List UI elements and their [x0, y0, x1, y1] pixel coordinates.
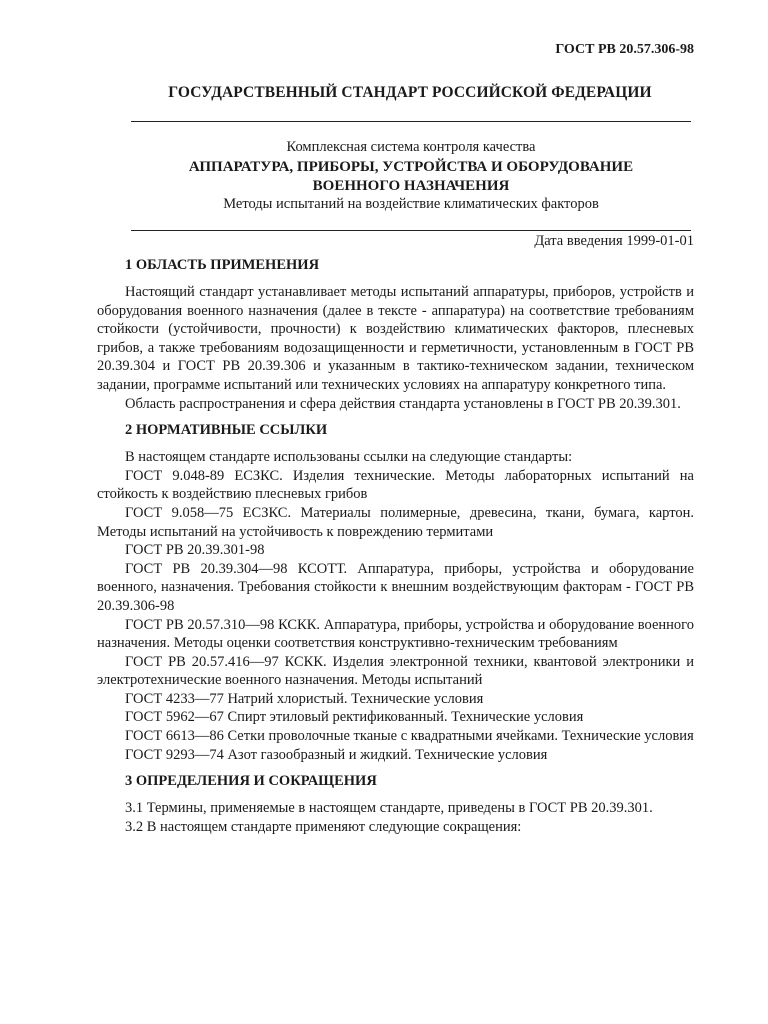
paragraph: 3.2 В настоящем стандарте применяют следующие сокращения:	[125, 818, 522, 835]
section-normative-references	[97, 421, 694, 764]
section-heading: 3 ОПРЕДЕЛЕНИЯ И СОКРАЩЕНИЯ	[125, 773, 377, 790]
reference-item: ГОСТ 9.058—75 ЕСЗКС. Материалы полимерные, древесина, ткани, бумага, картон. Методы испытаний на устойчивость к повреждению термитами	[97, 504, 694, 540]
divider-bottom	[131, 230, 691, 231]
section-scope	[97, 256, 694, 413]
document-body	[97, 256, 694, 836]
paragraph: 3.1 Термины, применяемые в настоящем стандарте, приведены в ГОСТ РВ 20.39.301.	[125, 800, 653, 817]
paragraph: Настоящий стандарт устанавливает методы испытаний аппаратуры, приборов, устройств и оборудования военного назначения (далее в тексте - аппаратура) на соответствие требованиям стойкости (устойчивости, прочности) к воздействию климатических факторов, плесневых грибов, а также требованиям водозащищенности и герметичности, установленным в ГОСТ РВ 20.39.304 и ГОСТ РВ 20.39.306 и указанным в тактико-техническом задании, техническом задании, программе испытаний или технических условиях на аппаратуру конкретного типа.	[97, 284, 694, 393]
methods-subtitle: Методы испытаний на воздействие климатических факторов	[223, 196, 599, 212]
reference-item: ГОСТ РВ 20.57.416—97 КСКК. Изделия электронной техники, квантовой электроники и электротехнические военного назначения. Методы испытаний	[97, 653, 694, 689]
divider-top	[131, 121, 691, 122]
section-definitions	[97, 772, 694, 836]
reference-item: ГОСТ 9293—74 Азот газообразный и жидкий. Технические условия	[125, 746, 548, 763]
reference-item: ГОСТ 5962—67 Спирт этиловый ректификованный. Технические условия	[125, 709, 584, 726]
reference-item: ГОСТ 4233—77 Натрий хлористый. Технические условия	[125, 690, 484, 707]
standard-title	[131, 158, 691, 196]
paragraph: В настоящем стандарте использованы ссылки на следующие стандарты:	[125, 449, 573, 466]
section-heading: 2 НОРМАТИВНЫЕ ССЫЛКИ	[125, 422, 328, 439]
reference-item: ГОСТ РВ 20.57.310—98 КСКК. Аппаратура, приборы, устройства и оборудование военного назначения. Методы оценки соответствия конструктивно-техническим требованиям	[97, 616, 694, 652]
document-code: ГОСТ РВ 20.57.306-98	[555, 42, 694, 57]
reference-item: ГОСТ 9.048-89 ЕСЗКС. Изделия технические. Методы лабораторных испытаний на стойкость к воздействию плесневых грибов	[97, 467, 694, 503]
standard-title-line-2: ВОЕННОГО НАЗНАЧЕНИЯ	[312, 178, 510, 194]
state-standard-title: ГОСУДАРСТВЕННЫЙ СТАНДАРТ РОССИЙСКОЙ ФЕДЕРАЦИИ	[168, 84, 652, 101]
introduction-date: Дата введения 1999-01-01	[534, 233, 694, 249]
reference-item: ГОСТ РВ 20.39.304—98 КСОТТ. Аппаратура, приборы, устройства и оборудование военного, назначения. Требования стойкости к внешним воздействующим факторам - ГОСТ РВ 20.39.306-98	[97, 560, 694, 614]
section-heading: 1 ОБЛАСТЬ ПРИМЕНЕНИЯ	[125, 257, 320, 273]
standard-title-line-1: АППАРАТУРА, ПРИБОРЫ, УСТРОЙСТВА И ОБОРУДОВАНИЕ	[188, 159, 634, 175]
reference-item: ГОСТ 6613—86 Сетки проволочные тканые с квадратными ячейками. Технические условия	[125, 728, 694, 745]
subsystem-name: Комплексная система контроля качества	[286, 139, 536, 155]
paragraph: Область распространения и сфера действия стандарта установлены в ГОСТ РВ 20.39.301.	[125, 395, 681, 412]
reference-item: ГОСТ РВ 20.39.301-98	[125, 542, 265, 559]
